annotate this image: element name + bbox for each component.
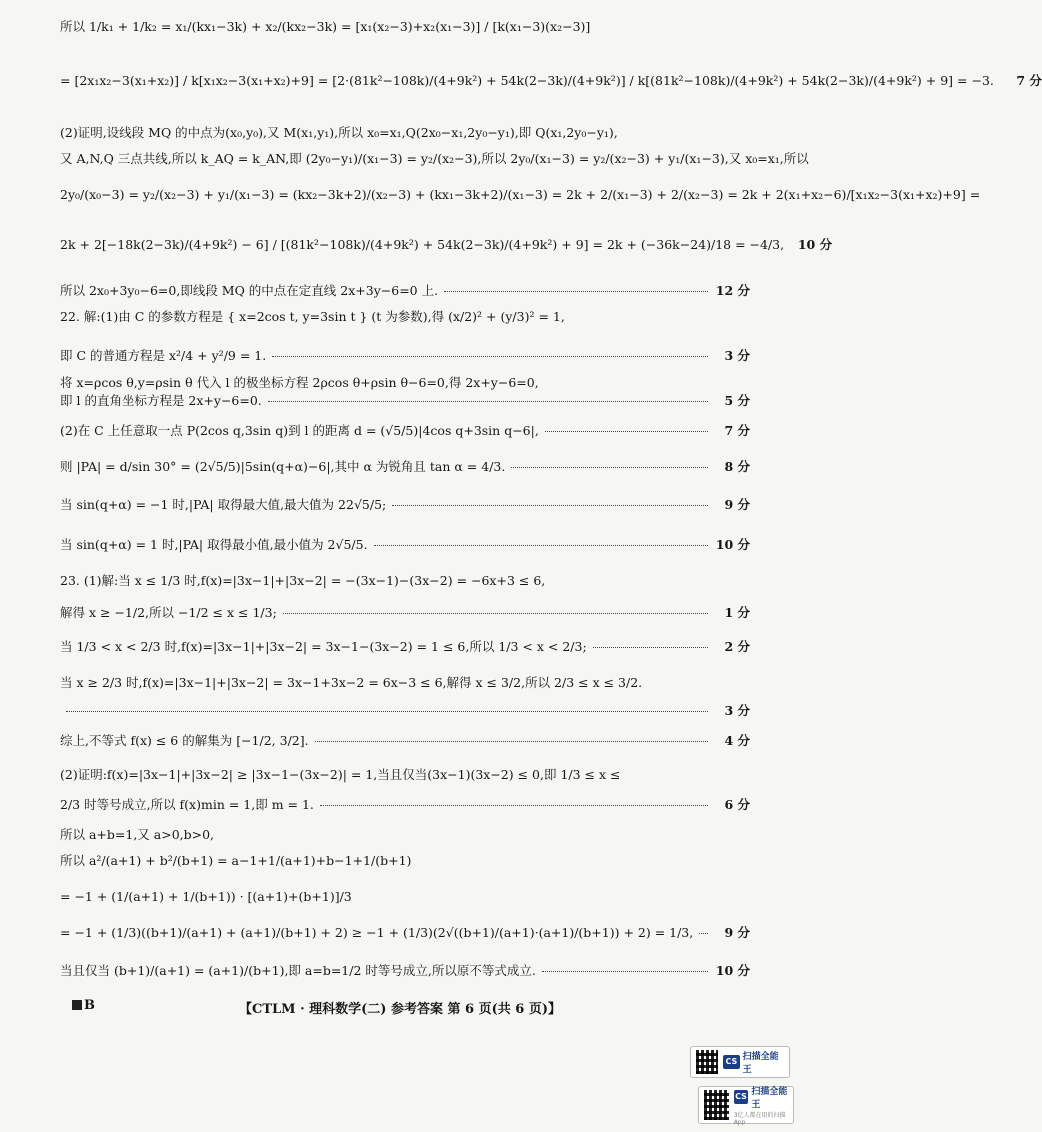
solution-line [60,796,750,814]
qr-code-icon [704,1090,729,1120]
solution-text: 所以 a²/(a+1) + b²/(b+1) = a−1+1/(a+1)+b−1+1/(b+1) [60,853,412,868]
solution-line [60,496,750,514]
dot-leader [320,805,708,806]
solution-line [60,924,750,942]
solution-line [60,392,750,410]
solution-line [60,18,750,36]
watermark-label: 扫描全能王 [742,1052,779,1075]
solution-text: (2)证明:f(x)=|3x−1|+|3x−2| ≥ |3x−1−(3x−2)| = 1,当且仅当(3x−1)(3x−2) ≤ 0,即 1/3 ≤ x ≤ [60,767,621,782]
solution-line [60,124,750,142]
watermark-sub: 3亿人都在用的扫描App [733,1112,786,1126]
solution-text: 23. (1)解:当 x ≤ 1/3 时,f(x)=|3x−1|+|3x−2| = −(3x−1)−(3x−2) = −6x+3 ≤ 6, [60,573,546,588]
page-mark: B [72,998,95,1013]
score-mark: 1 分 [724,605,750,620]
solution-text: 将 x=ρcos θ,y=ρsin θ 代入 l 的极坐标方程 2ρcos θ+ρsin θ−6=0,得 2x+y−6=0, [60,375,539,390]
dot-leader [374,545,708,546]
solution-text: 又 A,N,Q 三点共线,所以 k_AQ = k_AN,即 (2y₀−y₁)/(x₁−3) = y₂/(x₂−3),所以 2y₀/(x₁−3) = y₂/(x₂−3) + y₁/(x₁−3),又 x₀=x₁,所以 [60,151,809,166]
solution-text: 22. 解:(1)由 C 的参数方程是 { x=2cos t, y=3sin t } (t 为参数),得 (x/2)² + (y/3)² = 1, [60,309,565,324]
solution-text: 即 C 的普通方程是 x²/4 + y²/9 = 1. [60,348,267,363]
solution-text: 2k + 2[−18k(2−3k)/(4+9k²) − 6] / [(81k²−108k)/(4+9k²) + 54k(2−3k)/(4+9k²) + 9] = 2k + (−36k−24)/18 = −4/3, [60,237,785,252]
solution-text: (2)在 C 上任意取一点 P(2cos q,3sin q)到 l 的距离 d = (√5/5)|4cos q+3sin q−6|, [60,423,539,438]
solution-line [60,604,750,622]
dot-leader [444,291,708,292]
solution-line [60,852,750,870]
dot-leader [699,933,708,934]
score-mark: 4 分 [724,733,750,748]
cs-logo-icon: CS [723,1055,740,1069]
dot-leader [542,971,708,972]
score-mark: 8 分 [724,459,750,474]
dot-leader [545,431,708,432]
solution-text: 则 |PA| = d/sin 30° = (2√5/5)|5sin(q+α)−6|,其中 α 为锐角且 tan α = 4/3. [60,459,506,474]
solution-text: 所以 1/k₁ + 1/k₂ = x₁/(kx₁−3k) + x₂/(kx₂−3k) = [x₁(x₂−3)+x₂(x₁−3)] / [k(x₁−3)(x₂−3)] [60,19,591,34]
solution-line [60,766,750,784]
solution-line [60,150,809,168]
solution-text: 当 1/3 < x < 2/3 时,f(x)=|3x−1|+|3x−2| = 3x−1−(3x−2) = 1 ≤ 6,所以 1/3 < x < 2/3; [60,639,587,654]
dot-leader [315,741,708,742]
solution-text: 当 sin(q+α) = −1 时,|PA| 取得最大值,最大值为 22√5/5; [60,497,387,512]
dot-leader [66,711,708,712]
score-mark: 5 分 [724,393,750,408]
solution-text: (2)证明,设线段 MQ 的中点为(x₀,y₀),又 M(x₁,y₁),所以 x₀=x₁,Q(2x₀−x₁,2y₀−y₁),即 Q(x₁,2y₀−y₁), [60,125,618,140]
solution-line [60,732,750,750]
solution-text: 2/3 时等号成立,所以 f(x)min = 1,即 m = 1. [60,797,314,812]
score-mark: 3 分 [724,348,750,363]
solution-text: 当 x ≥ 2/3 时,f(x)=|3x−1|+|3x−2| = 3x−1+3x−2 = 6x−3 ≤ 6,解得 x ≤ 3/2,所以 2/3 ≤ x ≤ 3/2. [60,675,643,690]
solution-line [60,458,750,476]
solution-text: 2y₀/(x₀−3) = y₂/(x₂−3) + y₁/(x₁−3) = (kx₂−3k+2)/(x₂−3) + (kx₁−3k+2)/(x₁−3) = 2k + 2/(x₁−3) + 2/(x₂−3) = 2k + 2(x₁+x₂−6)/[x₁x₂−3(x₁+x₂)+9] = [60,187,981,202]
dot-leader [283,613,708,614]
solution-line [60,638,750,656]
dot-leader [593,647,708,648]
cs-logo-icon: CS [734,1090,749,1104]
page-footer [0,998,800,1020]
solution-text: = [2x₁x₂−3(x₁+x₂)] / k[x₁x₂−3(x₁+x₂)+9] = [2·(81k²−108k)/(4+9k²) + 54k(2−3k)/(4+9k²)] / k[(81k²−108k)/(4+9k²) + 54k(2−3k)/(4+9k²) + 9] = −3. [60,73,994,88]
solution-line [60,888,750,906]
solution-text: 当且仅当 (b+1)/(a+1) = (a+1)/(b+1),即 a=b=1/2 时等号成立,所以原不等式成立. [60,963,536,978]
solution-text: = −1 + (1/3)((b+1)/(a+1) + (a+1)/(b+1) + 2) ≥ −1 + (1/3)(2√((b+1)/(a+1)·(a+1)/(b+1)) + 2) = 1/3, [60,925,694,940]
scanner-watermark-1 [690,1046,790,1078]
solution-line [60,702,750,720]
solution-text: 即 l 的直角坐标方程是 2x+y−6=0. [60,393,262,408]
solution-line [60,674,750,692]
score-mark: 7 分 [1016,73,1042,88]
solution-line [60,962,750,980]
footer-title: 【CTLM · 理科数学(二) 参考答案 第 6 页(共 6 页)】 [239,1002,561,1017]
score-mark: 6 分 [724,797,750,812]
score-mark: 3 分 [724,703,750,718]
solution-text: 解得 x ≥ −1/2,所以 −1/2 ≤ x ≤ 1/3; [60,605,277,620]
score-mark: 2 分 [724,639,750,654]
score-mark: 7 分 [724,423,750,438]
score-mark: 9 分 [724,497,750,512]
qr-code-icon [696,1050,718,1074]
solution-line [60,72,1042,90]
score-mark: 10 分 [715,537,750,552]
dot-leader [272,356,708,357]
scanner-watermark-2 [698,1086,794,1124]
solution-line [60,236,833,254]
solution-text: 所以 a+b=1,又 a>0,b>0, [60,827,215,842]
solution-line [60,347,750,365]
solution-line [60,572,750,590]
dot-leader [268,401,708,402]
score-mark: 9 分 [724,925,750,940]
dot-leader [511,467,708,468]
solution-line [60,186,981,204]
score-mark: 10 分 [715,963,750,978]
solution-line [60,826,750,844]
score-mark: 10 分 [797,237,833,252]
dot-leader [392,505,708,506]
solution-text: 所以 2x₀+3y₀−6=0,即线段 MQ 的中点在定直线 2x+3y−6=0 上. [60,283,439,298]
solution-line [60,422,750,440]
solution-line [60,374,750,392]
solution-line [60,282,750,300]
solution-line [60,308,750,326]
watermark-label: 扫描全能王 [751,1087,788,1110]
score-mark: 12 分 [715,283,750,298]
solution-text: 综上,不等式 f(x) ≤ 6 的解集为 [−1/2, 3/2]. [60,733,309,748]
solution-line [60,536,750,554]
solution-text: = −1 + (1/(a+1) + 1/(b+1)) · [(a+1)+(b+1)]/3 [60,889,352,904]
solution-text: 当 sin(q+α) = 1 时,|PA| 取得最小值,最小值为 2√5/5. [60,537,368,552]
